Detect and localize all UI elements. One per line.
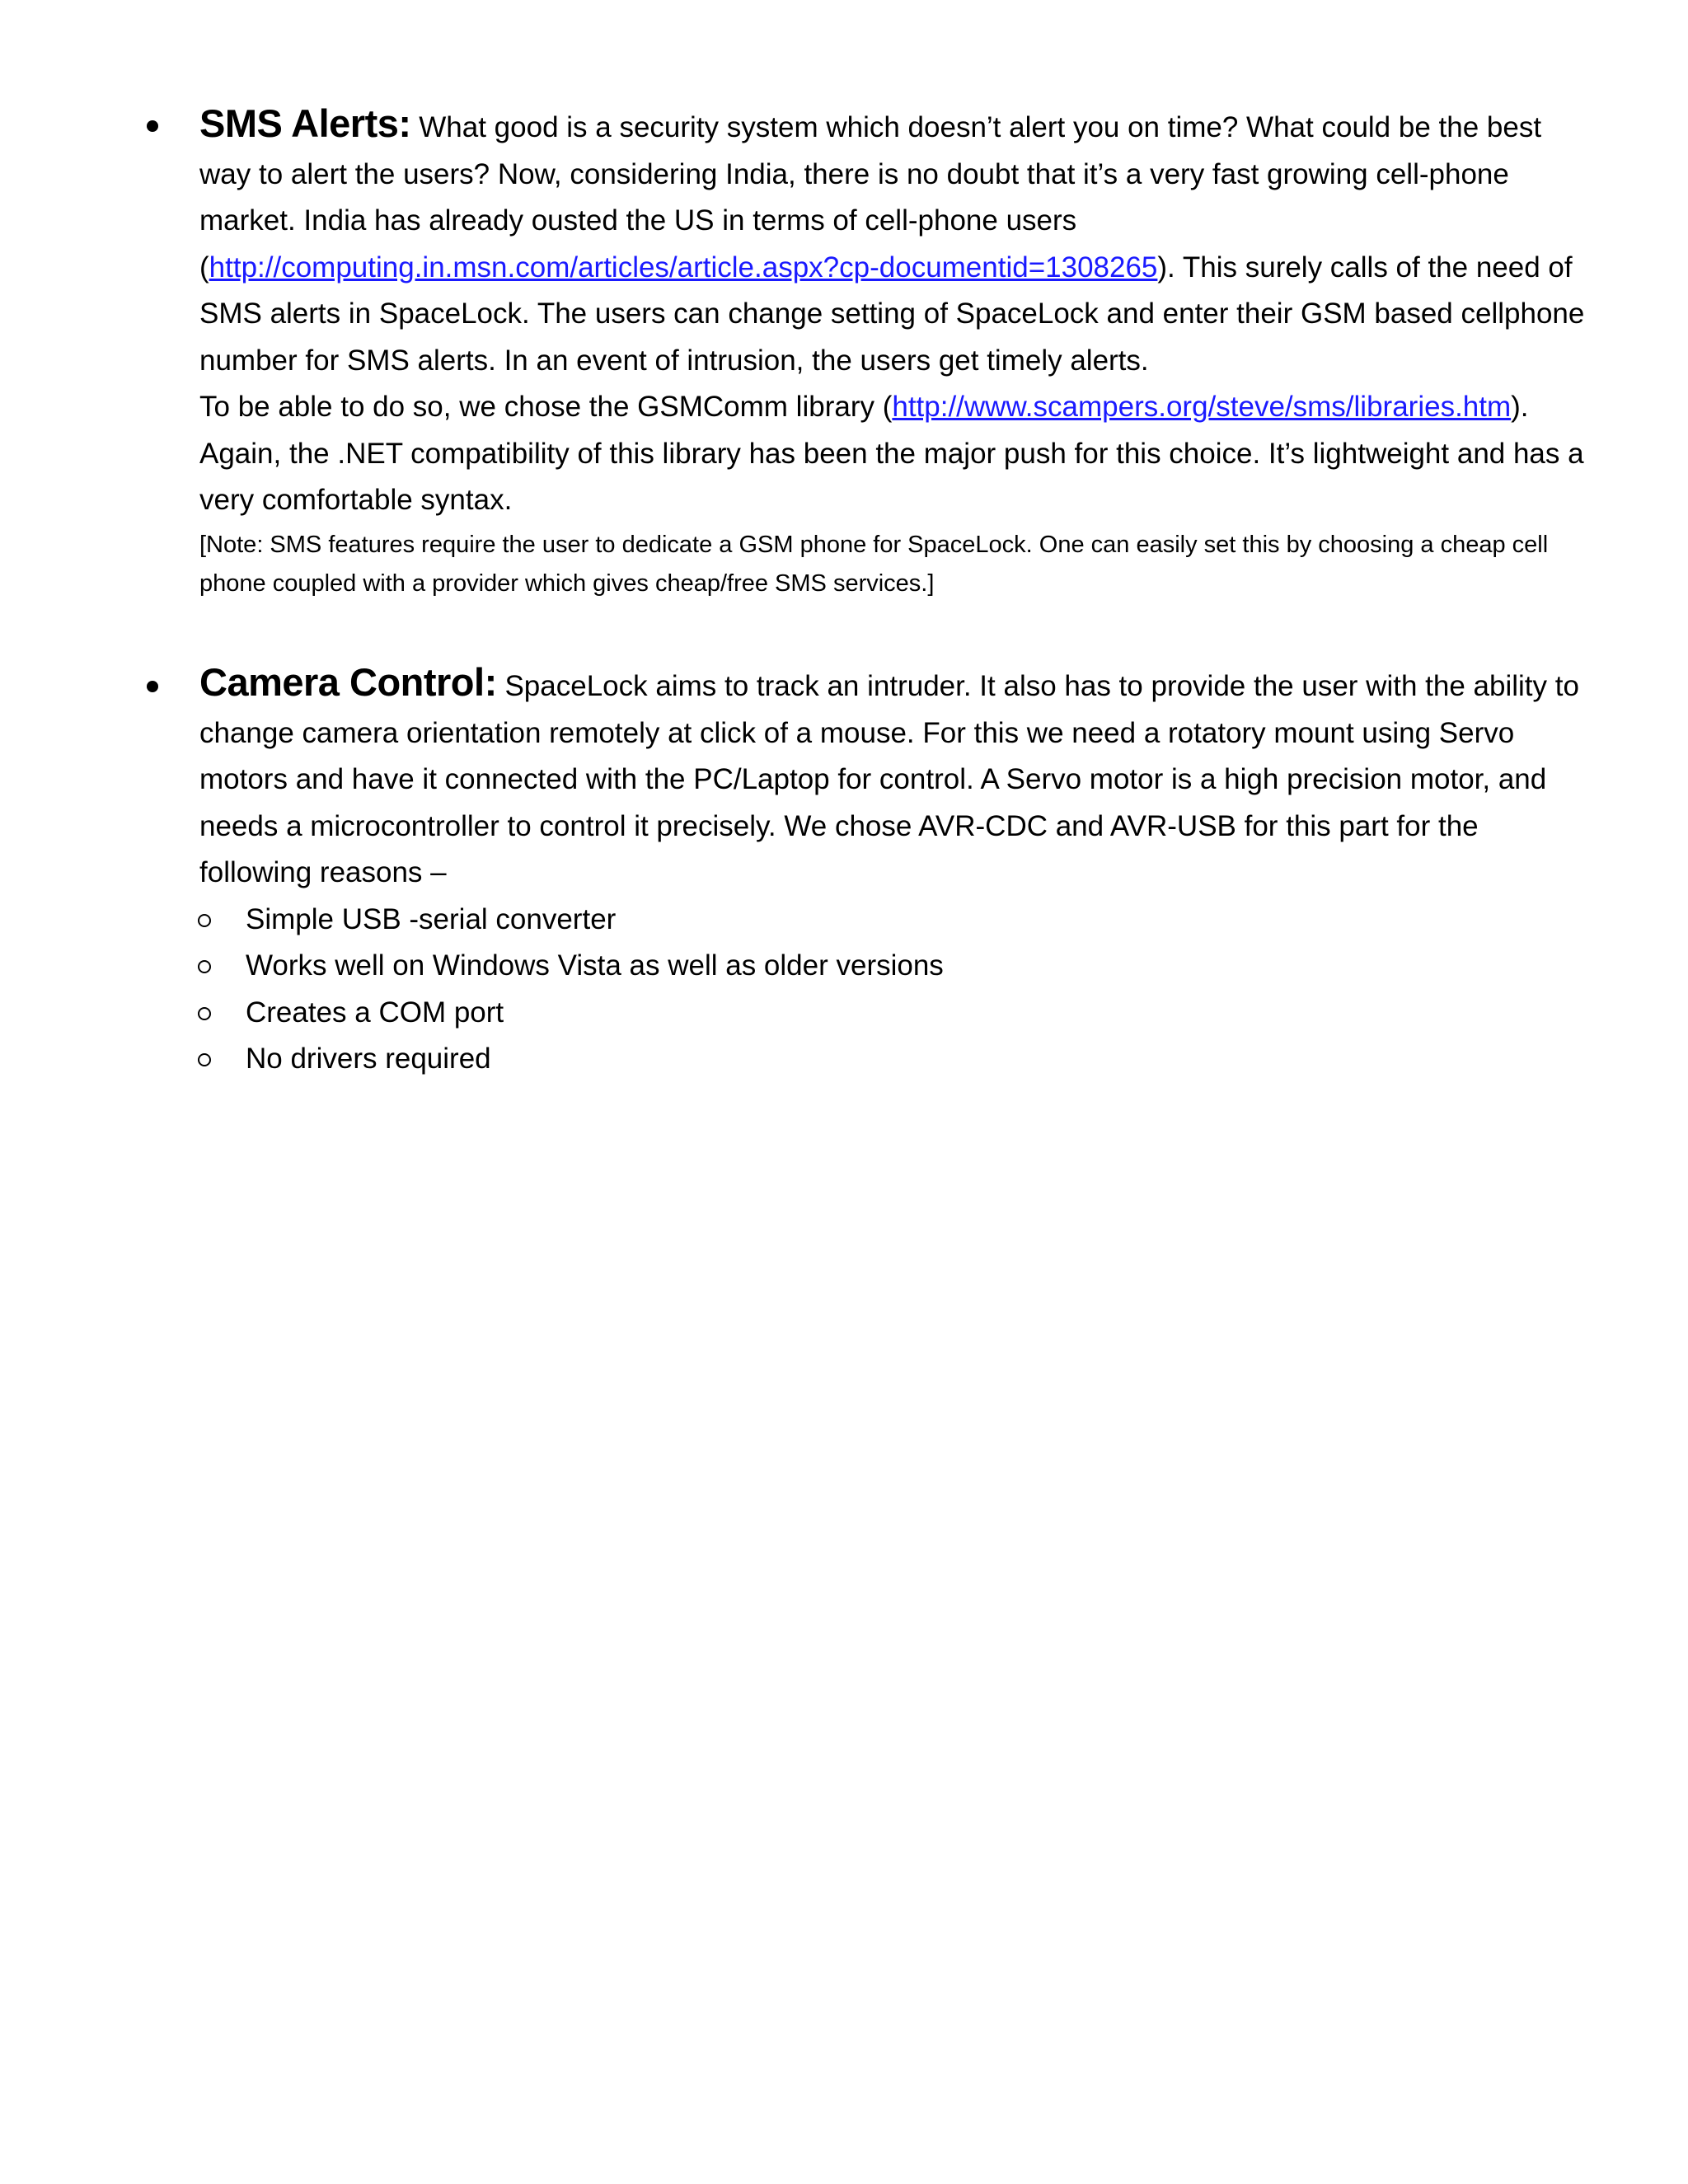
camera-control-section <box>147 659 1589 1083</box>
sms-alerts-heading: SMS Alerts: <box>199 101 411 145</box>
msn-article-link[interactable]: http://computing.in.msn.com/articles/article.aspx?cp-documentid=1308265 <box>209 251 1158 284</box>
circle-bullet-icon <box>198 1007 211 1020</box>
sms-paragraph-2 <box>199 384 1589 524</box>
camera-control-content <box>199 659 1589 897</box>
reasons-list <box>193 897 1589 1083</box>
gsmcomm-text-after-link: ). Again, the .NET compatibility of this library has been the major push for this choice. It’s lightweight and has a very comfortable syntax. <box>199 391 1584 516</box>
sms-alerts-section <box>147 101 1589 603</box>
gsmcomm-text-before-link: To be able to do so, we chose the GSMComm library ( <box>199 391 893 423</box>
gsmcomm-library-link[interactable]: http://www.scampers.org/steve/sms/libraries.htm <box>892 391 1512 423</box>
camera-paragraph-text: SpaceLock aims to track an intruder. It also has to provide the user with the ability to change camera orientation remotely at click of a mouse. For this we need a rotatory mount using Servo motors and have it connected with the PC/Laptop for control. A Servo motor is a high precision motor, and needs a microcontroller to control it precisely. We chose AVR-CDC and AVR-USB for this part for the following reasons – <box>199 670 1579 888</box>
list-item <box>193 990 1589 1037</box>
sms-note: [Note: SMS features require the user to dedicate a GSM phone for SpaceLock. One can easily set this by choosing a cheap cell phone coupled with a provider which gives cheap/free SMS services.] <box>199 531 1549 597</box>
sms-alerts-content <box>199 101 1589 603</box>
reason-text: Works well on Windows Vista as well as older versions <box>246 949 944 982</box>
circle-bullet-icon <box>198 914 211 927</box>
list-item <box>193 1036 1589 1083</box>
bullet-icon <box>147 120 158 132</box>
list-item <box>193 943 1589 990</box>
camera-paragraph <box>199 659 1589 897</box>
sms-text-after-link: ). This surely calls of the need of SMS alerts in SpaceLock. The users can change setting of SpaceLock and enter their GSM based cellphone number for SMS alerts. In an event of intrusion, the users get timely alerts. <box>199 251 1585 377</box>
bullet-icon <box>147 681 158 692</box>
circle-bullet-icon <box>198 960 211 973</box>
reason-text: Creates a COM port <box>246 996 504 1029</box>
circle-bullet-icon <box>198 1053 211 1066</box>
sms-paragraph-1 <box>199 101 1589 384</box>
camera-control-heading: Camera Control: <box>199 660 497 704</box>
reason-text: Simple USB -serial converter <box>246 902 617 935</box>
sms-text-before-link: What good is a security system which doesn’t alert you on time? What could be the best way to alert the users? Now, considering India, there is no doubt that it’s a very fast growing cell-phone market. India has already ousted the US in terms of cell-phone users ( <box>199 111 1542 284</box>
reason-text: No drivers required <box>246 1043 491 1075</box>
list-item <box>193 897 1589 944</box>
